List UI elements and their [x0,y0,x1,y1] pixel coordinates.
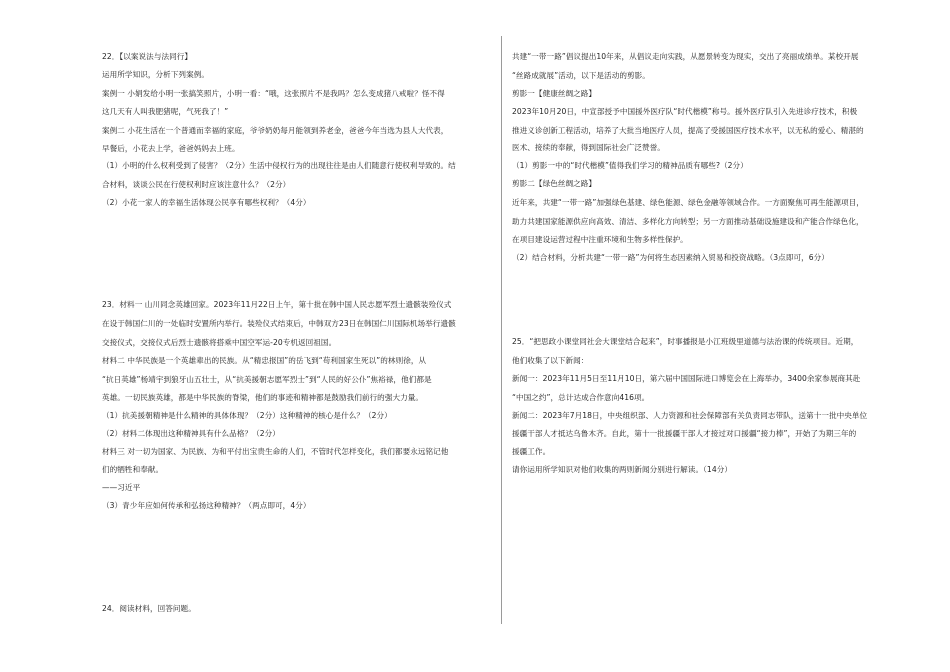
text-line: 他们收集了以下新闻： [512,356,589,365]
text-line: （2）材料二体现出这种精神具有什么品格？（2分） [102,429,280,438]
text-line: 近年来，共建“一带一路”加强绿色基建、绿色能源、绿色金融等领域合作。一方面聚焦可再生能源项目， [512,198,864,207]
text-line: “中国之约”，总计达成合作意向416项。 [512,393,650,402]
column-divider [501,36,502,624]
text-line: 英雄。一切民族英雄，都是中华民族的脊梁，他们的事迹和精神都是鼓励我们前行的强大力量。 [102,393,424,402]
text-line: 援疆工作。 [512,447,551,456]
text-line: （3）青少年应如何传承和弘扬这种精神？（两点即可，4分） [102,501,311,510]
text-line: 新闻二：2023年7月18日，中央组织部、人力资源和社会保障部有关负责同志带队，送第十一批中央单位 [512,411,868,420]
text-line: 2023年10月20日，中宣部授予中国援外医疗队“时代楷模”称号。援外医疗队引入先进诊疗技术，积极 [512,107,858,116]
text-line: 24．阅读材料，回答问题。 [102,604,196,613]
text-line: “丝路成就展”活动，以下是活动的剪影。 [512,71,650,80]
text-line: 早餐后，小花去上学，爸爸妈妈去上班。 [102,144,240,153]
text-line: 合材料，谈谈公民在行使权利时应该注意什么？（2分） [102,180,291,189]
text-line: 在设于韩国仁川的一处临时安置所内举行。装殓仪式结束后，中韩双方23日在韩国仁川国际机场举行遗骸 [102,319,456,328]
text-line: 援疆干部人才抵达乌鲁木齐。自此，第十一批援疆干部人才接过对口援疆“接力棒”，开始了为期三年的 [512,429,857,438]
text-line: 案例一 小娟发给小明一张搞笑照片，小明一看：“哦，这张照片不是我吗？怎么变成猪八戒啦？怪不得 [102,89,445,98]
text-line: 25．“把思政小课堂同社会大课堂结合起来”，时事播报是小江班级里道德与法治课的传统项目。近期， [512,337,859,346]
text-line: 运用所学知识，分析下列案例。 [102,70,210,79]
text-line: 剪影一【健康丝绸之路】 [512,89,597,98]
text-line: 22．【以案说法与法同行】 [102,52,193,61]
text-line: “抗日英雄”杨靖宇到狼牙山五壮士，从“抗美援朝志愿军烈士”到“人民的好公仆”焦裕禄，他们都是 [102,375,432,384]
text-line: 材料三 对一切为国家、为民族、为和平付出宝贵生命的人们，不管时代怎样变化，我们都要永远铭记他 [102,447,449,456]
text-line: 医术、接续的奉献，得到国际社会广泛赞誉。 [512,143,665,152]
text-line: 新闻一：2023年11月5日至11月10日，第六届中国国际进口博览会在上海举办，3400余家参展商其赴 [512,374,861,383]
text-line: （1）剪影一中的“时代楷模”值得我们学习的精神品质有哪些?（2分） [512,161,748,170]
left-column [102,0,490,672]
text-line: 请你运用所学知识对他们收集的两则新闻分别进行解读。（14分） [512,465,732,474]
text-line: 共建“一带一路”倡议提出10年来，从倡议走向实践，从愿景转变为现实，交出了亮丽成绩单。某校开展 [512,52,859,61]
text-line: 助力共建国家能源供应向高效、清洁、多样化方向转型；另一方面推动基础设施建设和产能合作绿色化， [512,217,864,226]
text-line: 材料二 中华民族是一个英雄辈出的民族。从“精忠报国”的岳飞到“苟利国家生死以”的林则徐，从 [102,356,427,365]
text-line: （1）小明的什么权利受到了侵害？（2分）生活中侵权行为的出现往往是由人们随意行使权利导致的。结 [102,161,456,170]
text-line: 在项目建设运营过程中注重环境和生物多样性保护。 [512,235,688,244]
right-column [512,0,904,672]
text-line: 推进义诊创新工程活动，培养了大批当地医疗人员，提高了受援国医疗技术水平，以无私的爱心、精湛的 [512,126,864,135]
text-line: 案例二 小花生活在一个普通而幸福的家庭，爷爷奶奶每月能领到养老金，爸爸今年当选为县人大代表， [102,126,449,135]
text-line: ——习近平 [102,483,141,492]
text-line: （2）结合材料，分析共建“一带一路”为何将生态因素纳入贸易和投资战略。（3点即可，6分） [512,253,829,262]
text-line: 交接仪式，交接仪式后烈士遗骸将搭乘中国空军运-20专机返回祖国。 [102,338,337,347]
text-line: （2）小花一家人的幸福生活体现公民享有哪些权利？（4分） [102,198,311,207]
text-line: （1）抗美援朝精神是什么精神的具体体现？（2分）这种精神的核心是什么？（2分） [102,411,392,420]
text-line: 23．材料一 山川同念英雄回家。2023年11月22日上午，第十批在韩中国人民志愿军烈士遗骸装殓仪式 [102,300,452,309]
text-line: 这几天有人叫我肥猪呢，气死我了！” [102,107,229,116]
text-line: 们的牺牲和奉献。 [102,465,164,474]
text-line: 剪影二【绿色丝绸之路】 [512,179,597,188]
